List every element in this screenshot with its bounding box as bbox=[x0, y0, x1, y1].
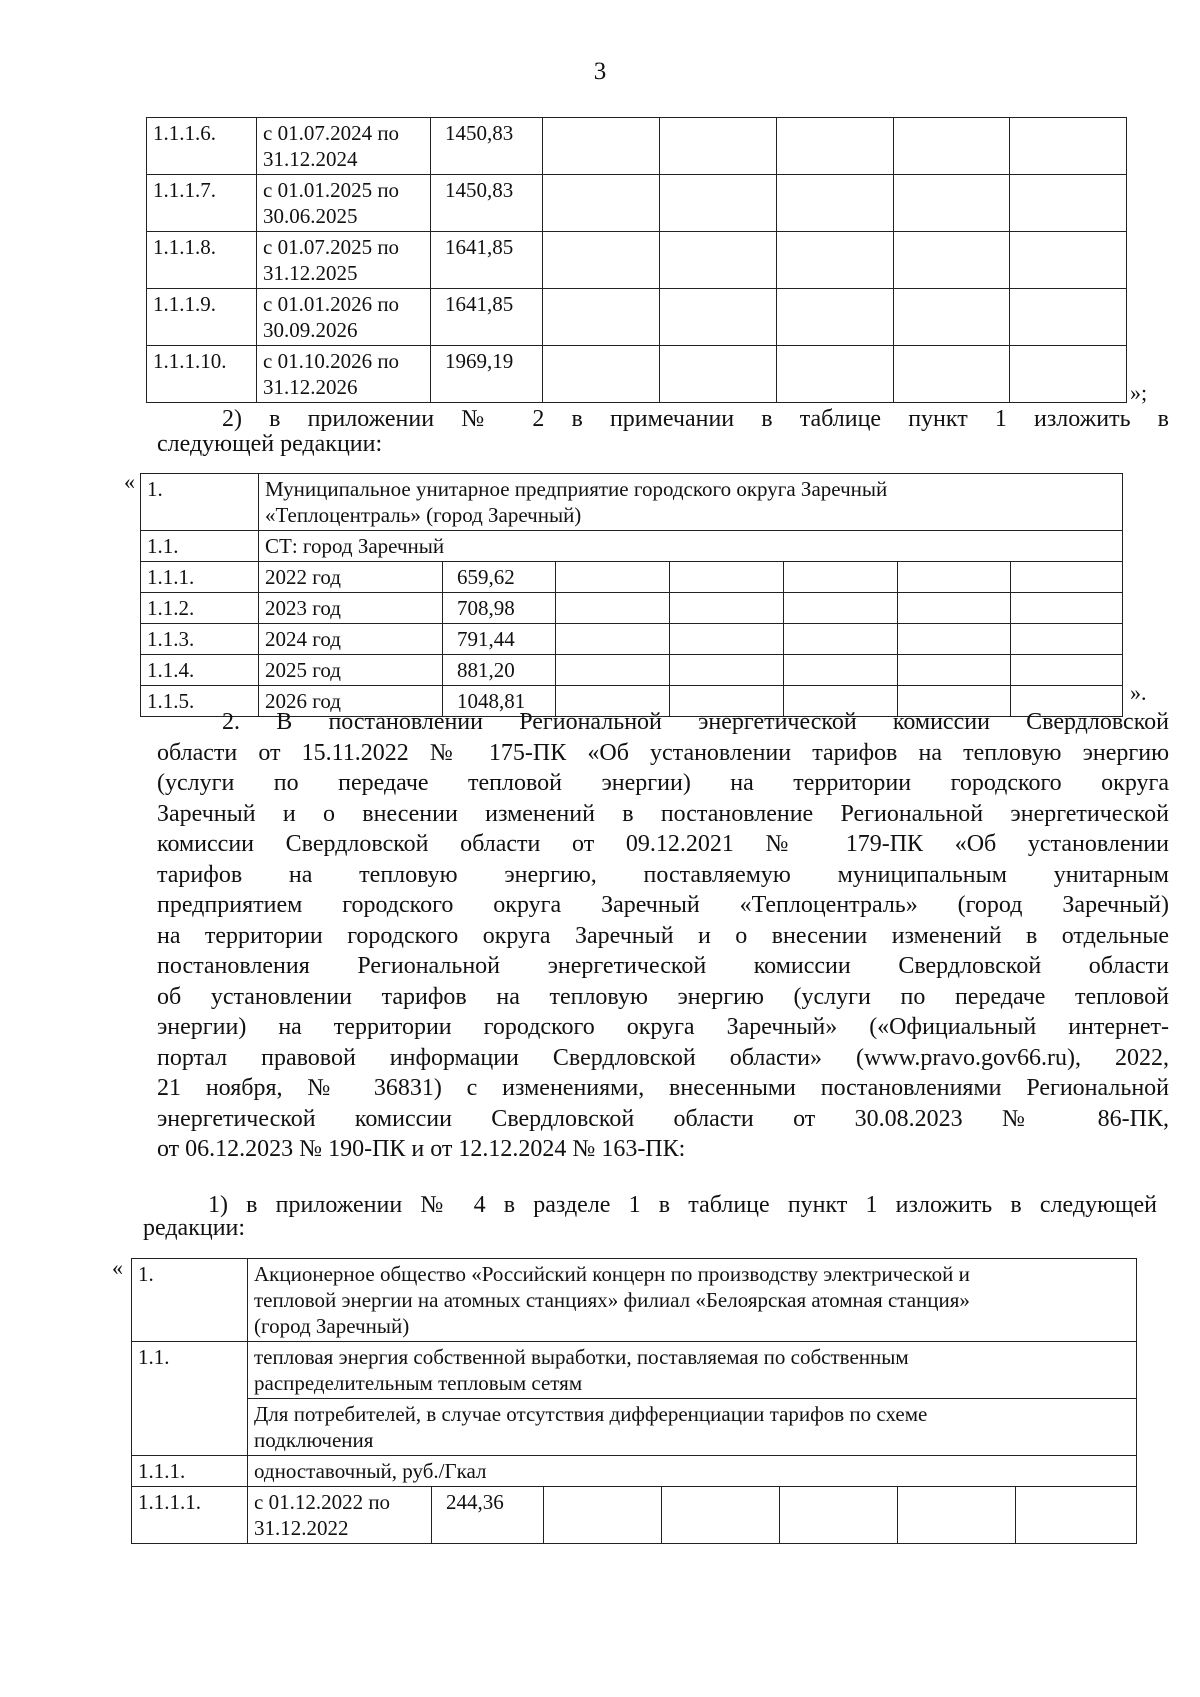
empty-cell bbox=[898, 562, 1011, 593]
paragraph-line: (услуги по передаче тепловой энергии) на территории городского округа bbox=[157, 770, 1169, 796]
empty-cell bbox=[660, 346, 777, 403]
opening-quote-2: « bbox=[124, 469, 135, 494]
subheader-name-line-2: распределительным тепловым сетям bbox=[254, 1371, 583, 1395]
paragraph-line: энергии) на территории городского округа Заречный» («Официальный интернет- bbox=[157, 1014, 1169, 1040]
row-period bbox=[257, 175, 431, 232]
header-organization bbox=[259, 474, 1123, 531]
empty-cell bbox=[543, 232, 660, 289]
subheader-name bbox=[248, 1342, 1137, 1399]
paragraph-line: энергетической комиссии Свердловской области от 30.08.2023 № 86-ПК, bbox=[157, 1105, 1169, 1132]
empty-cell bbox=[777, 346, 894, 403]
table-header-row bbox=[132, 1259, 1137, 1342]
closing-quote-1: »; bbox=[1130, 380, 1148, 405]
table-row bbox=[141, 593, 1123, 624]
closing-quote-2: ». bbox=[1130, 680, 1147, 705]
empty-cell bbox=[777, 118, 894, 175]
table-row bbox=[141, 624, 1123, 655]
empty-cell bbox=[543, 118, 660, 175]
empty-cell bbox=[894, 346, 1010, 403]
row-period-start: с 01.01.2026 по bbox=[263, 292, 400, 316]
row-period-end: 31.12.2025 bbox=[263, 261, 358, 285]
empty-cell bbox=[1010, 232, 1127, 289]
row-code: 1.1.1.7. bbox=[147, 175, 257, 232]
amendment-item-2 bbox=[157, 404, 1169, 459]
row-code: 1.1.1.1. bbox=[132, 1487, 248, 1544]
empty-cell bbox=[1010, 289, 1127, 346]
paragraph-line: области от 15.11.2022 № 175-ПК «Об установлении тарифов на тепловую энергию bbox=[157, 739, 1169, 766]
row-value: 1450,83 bbox=[431, 118, 543, 175]
empty-cell bbox=[777, 175, 894, 232]
row-value: 1048,81 bbox=[443, 686, 556, 717]
row-year: 2025 год bbox=[259, 655, 443, 686]
empty-cell bbox=[660, 175, 777, 232]
heat-tariff-table-teplocentral bbox=[140, 473, 1123, 717]
row-value: 881,20 bbox=[443, 655, 556, 686]
empty-cell bbox=[670, 655, 784, 686]
row-period bbox=[257, 118, 431, 175]
row-value: 1969,19 bbox=[431, 346, 543, 403]
row-value: 659,62 bbox=[443, 562, 556, 593]
empty-cell bbox=[1010, 346, 1127, 403]
row-year: 2022 год bbox=[259, 562, 443, 593]
empty-cell bbox=[1010, 118, 1127, 175]
row-period-start: с 01.10.2026 по bbox=[263, 349, 400, 373]
table-subheader-row bbox=[141, 531, 1123, 562]
header-code: 1. bbox=[141, 474, 259, 531]
opening-quote-3: « bbox=[112, 1255, 123, 1280]
table-row bbox=[141, 655, 1123, 686]
row-code: 1.1.4. bbox=[141, 655, 259, 686]
empty-cell bbox=[894, 118, 1010, 175]
paragraph-line: постановления Региональной энергетической комиссии Свердловской области bbox=[157, 953, 1169, 979]
amendment-item-2-line-2: следующей редакции: bbox=[157, 430, 383, 457]
table-subheader-row bbox=[132, 1342, 1137, 1399]
amendment-item-1-appendix-4 bbox=[143, 1190, 1157, 1243]
row-code: 1.1.2. bbox=[141, 593, 259, 624]
empty-cell bbox=[670, 562, 784, 593]
resolution-paragraph-2 bbox=[157, 707, 1169, 1165]
empty-cell bbox=[777, 232, 894, 289]
empty-cell bbox=[898, 624, 1011, 655]
consumers-description bbox=[248, 1399, 1137, 1456]
consumers-line-2: подключения bbox=[254, 1428, 374, 1452]
row-period-end: 30.06.2025 bbox=[263, 204, 358, 228]
empty-cell bbox=[784, 593, 898, 624]
page-number: 3 bbox=[593, 58, 607, 85]
rate-code: 1.1.1. bbox=[132, 1456, 248, 1487]
row-period-start: с 01.12.2022 по bbox=[254, 1490, 391, 1514]
row-value: 1641,85 bbox=[431, 289, 543, 346]
table-row bbox=[147, 289, 1127, 346]
empty-cell bbox=[660, 289, 777, 346]
amendment-item-2-line-1: 2) в приложении № 2 в примечании в таблице пункт 1 изложить в bbox=[222, 406, 1169, 432]
row-period-end: 31.12.2022 bbox=[254, 1516, 349, 1540]
header-organization bbox=[248, 1259, 1137, 1342]
row-period-end: 31.12.2024 bbox=[263, 147, 358, 171]
row-period-end: 30.09.2026 bbox=[263, 318, 358, 342]
empty-cell bbox=[544, 1487, 662, 1544]
paragraph-line: Заречный и о внесении изменений в постановление Региональной энергетической bbox=[157, 800, 1169, 827]
tariff-table-continuation bbox=[146, 117, 1127, 403]
paragraph-line: портал правовой информации Свердловской области» (www.pravo.gov66.ru), 2022, bbox=[157, 1044, 1169, 1071]
table-row bbox=[147, 232, 1127, 289]
row-period-start: с 01.07.2025 по bbox=[263, 235, 400, 259]
table-row bbox=[141, 562, 1123, 593]
empty-cell bbox=[784, 562, 898, 593]
empty-cell bbox=[660, 118, 777, 175]
empty-cell bbox=[894, 289, 1010, 346]
paragraph-line: комиссии Свердловской области от 09.12.2021 № 179-ПК «Об установлении bbox=[157, 831, 1169, 857]
row-code: 1.1.5. bbox=[141, 686, 259, 717]
empty-cell bbox=[556, 593, 670, 624]
row-period-end: 31.12.2026 bbox=[263, 375, 358, 399]
paragraph-line: 2. В постановлении Региональной энергетической комиссии Свердловской bbox=[222, 709, 1169, 735]
empty-cell bbox=[543, 289, 660, 346]
row-year: 2024 год bbox=[259, 624, 443, 655]
amendment-item-1-line-2: редакции: bbox=[143, 1214, 246, 1241]
subheader-code: 1.1. bbox=[141, 531, 259, 562]
paragraph-line: предприятием городского округа Заречный «Теплоцентраль» (город Заречный) bbox=[157, 892, 1169, 918]
table-rate-row bbox=[132, 1456, 1137, 1487]
header-organization-line-2: тепловой энергии на атомных станциях» филиал «Белоярская атомная станция» bbox=[254, 1288, 970, 1312]
empty-cell bbox=[784, 655, 898, 686]
paragraph-line: 21 ноября, № 36831) с изменениями, внесенными постановлениями Региональной bbox=[157, 1075, 1169, 1101]
header-organization-line-1: Акционерное общество «Российский концерн по производству электрической и bbox=[254, 1262, 970, 1286]
row-code: 1.1.1.8. bbox=[147, 232, 257, 289]
empty-cell bbox=[1011, 562, 1123, 593]
empty-cell bbox=[1011, 655, 1123, 686]
paragraph-line: тарифов на тепловую энергию, поставляемую муниципальным унитарным bbox=[157, 861, 1169, 888]
heat-tariff-table-beloyarsk bbox=[131, 1258, 1137, 1544]
header-code: 1. bbox=[132, 1259, 248, 1342]
empty-cell bbox=[1016, 1487, 1137, 1544]
empty-cell bbox=[662, 1487, 780, 1544]
empty-cell bbox=[784, 624, 898, 655]
subheader-name: СТ: город Заречный bbox=[259, 531, 1123, 562]
table-row bbox=[147, 118, 1127, 175]
subheader-name-line-1: тепловая энергия собственной выработки, поставляемая по собственным bbox=[254, 1345, 909, 1369]
empty-cell bbox=[670, 624, 784, 655]
row-code: 1.1.1.9. bbox=[147, 289, 257, 346]
subheader-code: 1.1. bbox=[132, 1342, 248, 1456]
row-value: 1641,85 bbox=[431, 232, 543, 289]
empty-cell bbox=[780, 1487, 898, 1544]
rate-name: одноставочный, руб./Гкал bbox=[248, 1456, 1137, 1487]
row-period-start: с 01.07.2024 по bbox=[263, 121, 400, 145]
empty-cell bbox=[898, 1487, 1016, 1544]
empty-cell bbox=[556, 562, 670, 593]
row-year: 2023 год bbox=[259, 593, 443, 624]
header-organization-line-3: (город Заречный) bbox=[254, 1314, 410, 1338]
paragraph-line: на территории городского округа Заречный и о внесении изменений в отдельные bbox=[157, 922, 1169, 949]
empty-cell bbox=[1010, 175, 1127, 232]
empty-cell bbox=[1011, 624, 1123, 655]
table-header-row bbox=[141, 474, 1123, 531]
empty-cell bbox=[543, 175, 660, 232]
empty-cell bbox=[777, 289, 894, 346]
empty-cell bbox=[670, 593, 784, 624]
header-organization-line-2: «Теплоцентраль» (город Заречный) bbox=[265, 503, 582, 527]
empty-cell bbox=[894, 232, 1010, 289]
empty-cell bbox=[543, 346, 660, 403]
row-period bbox=[248, 1487, 432, 1544]
empty-cell bbox=[898, 655, 1011, 686]
paragraph-line: об установлении тарифов на тепловую энергию (услуги по передаче тепловой bbox=[157, 983, 1169, 1010]
table-consumers-row bbox=[132, 1399, 1137, 1456]
row-code: 1.1.1.10. bbox=[147, 346, 257, 403]
empty-cell bbox=[556, 624, 670, 655]
row-code: 1.1.1.6. bbox=[147, 118, 257, 175]
row-value: 1450,83 bbox=[431, 175, 543, 232]
empty-cell bbox=[660, 232, 777, 289]
header-organization-line-1: Муниципальное унитарное предприятие городского округа Заречный bbox=[265, 477, 888, 501]
table-row bbox=[147, 175, 1127, 232]
row-period bbox=[257, 346, 431, 403]
row-period bbox=[257, 289, 431, 346]
row-value: 791,44 bbox=[443, 624, 556, 655]
row-code: 1.1.1. bbox=[141, 562, 259, 593]
empty-cell bbox=[898, 593, 1011, 624]
row-code: 1.1.3. bbox=[141, 624, 259, 655]
row-value: 708,98 bbox=[443, 593, 556, 624]
empty-cell bbox=[556, 655, 670, 686]
empty-cell bbox=[1011, 593, 1123, 624]
amendment-item-1-line-1: 1) в приложении № 4 в разделе 1 в таблице пункт 1 изложить в следующей bbox=[208, 1192, 1157, 1218]
consumers-line-1: Для потребителей, в случае отсутствия дифференциации тарифов по схеме bbox=[254, 1402, 928, 1426]
row-value: 244,36 bbox=[432, 1487, 544, 1544]
table-row bbox=[147, 346, 1127, 403]
row-year: 2026 год bbox=[259, 686, 443, 717]
table-row bbox=[132, 1487, 1137, 1544]
empty-cell bbox=[894, 175, 1010, 232]
paragraph-line: от 06.12.2023 № 190-ПК и от 12.12.2024 № 163-ПК: bbox=[157, 1136, 686, 1162]
row-period-start: с 01.01.2025 по bbox=[263, 178, 400, 202]
row-period bbox=[257, 232, 431, 289]
